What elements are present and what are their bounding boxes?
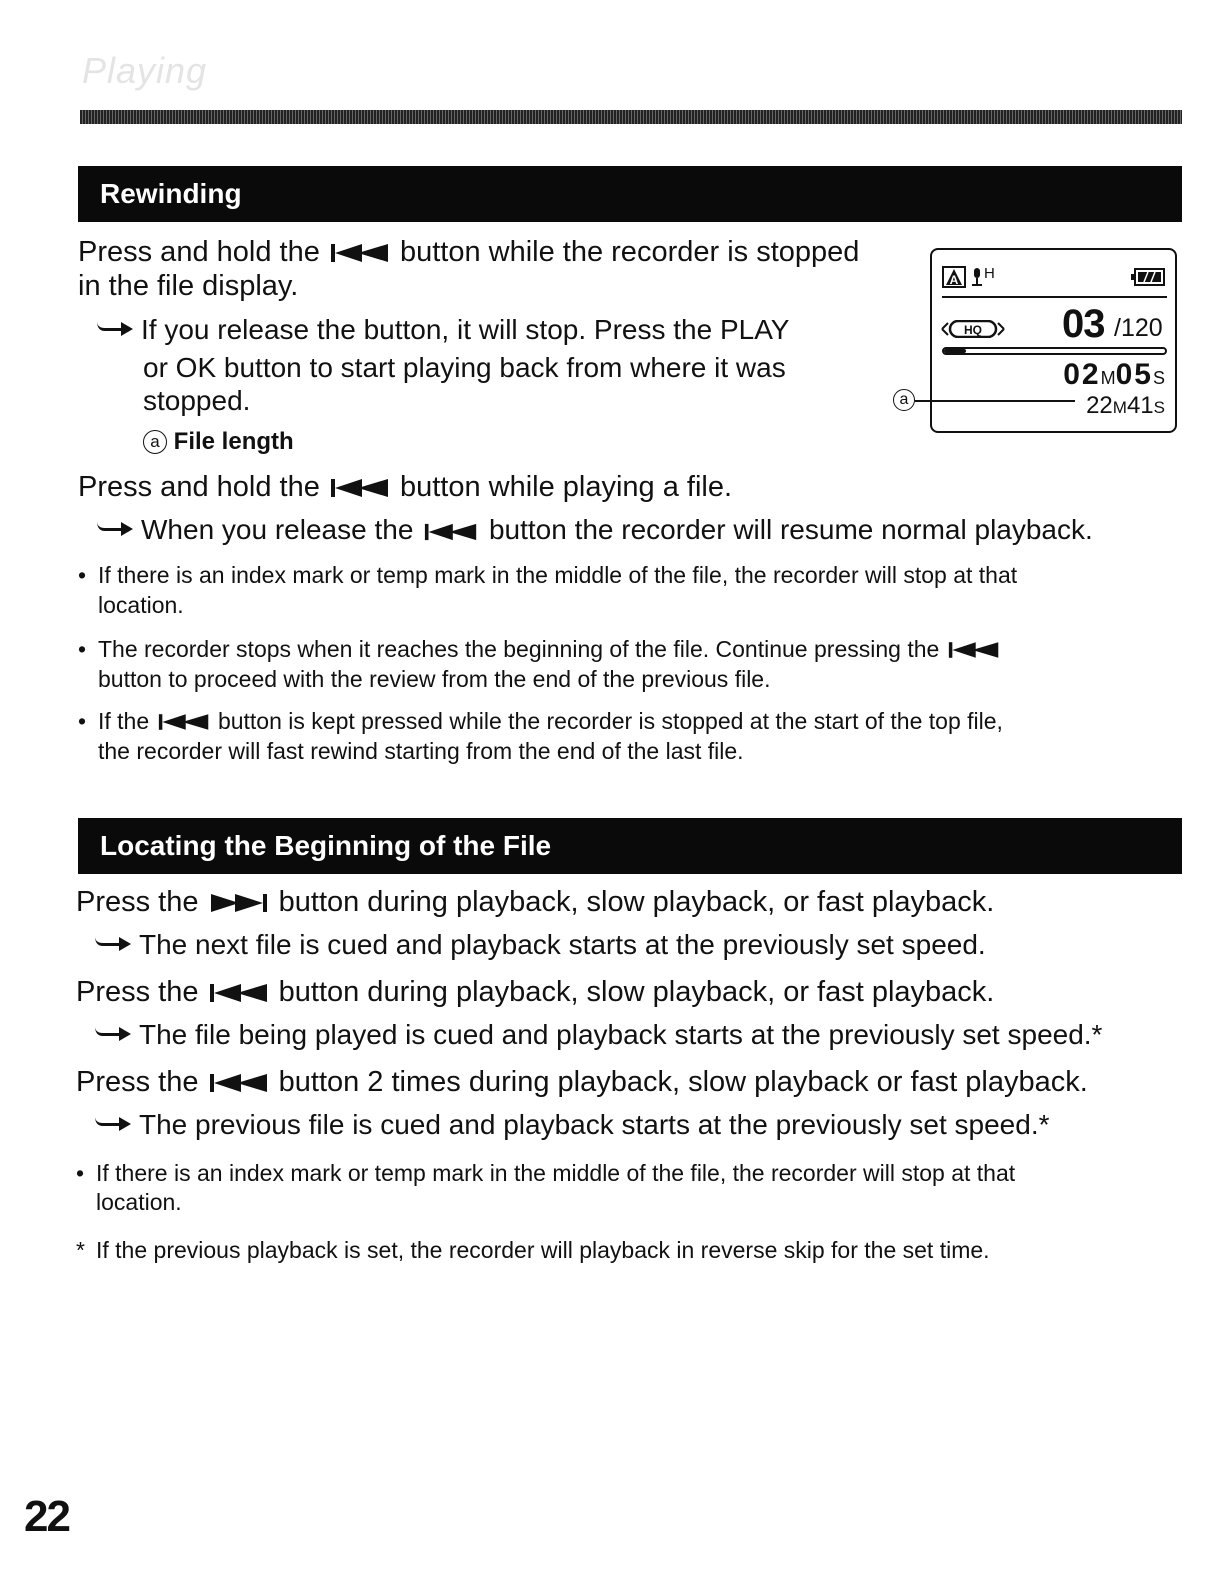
microphone-icon [970, 266, 984, 288]
list-item-cont: the recorder will fast rewind starting from the end of the last file. [98, 738, 744, 764]
list-item [78, 562, 1017, 589]
text: button 2 times during playback, slow playback or fast playback. [278, 1066, 1088, 1098]
footnote-mark: * [76, 1237, 85, 1263]
elapsed-minutes: 02 [1063, 358, 1101, 391]
hq-mode-icon [940, 320, 1006, 338]
text: Press and hold the [78, 471, 320, 503]
locate-instruction-2 [76, 976, 994, 1009]
rewind-button-icon [209, 983, 269, 1003]
elapsed-seconds: 05 [1115, 358, 1153, 391]
elapsed-time [1063, 358, 1165, 392]
length-seconds: 41 [1126, 392, 1154, 419]
locate-result-1 [93, 929, 986, 961]
text: button while playing a file. [399, 471, 733, 503]
rewind-button-icon [209, 1073, 269, 1093]
result-arrow-icon [93, 1114, 133, 1132]
text: Press and hold the [78, 236, 320, 268]
rewind-result-1-cont: or OK button to start playing back from where it was [143, 352, 786, 383]
forward-button-icon [209, 893, 269, 913]
section-heading-locating: Locating the Beginning of the File [78, 818, 1182, 874]
list-item-cont: location. [96, 1189, 182, 1215]
text: The previous file is cued and playback starts at the previously set speed.* [139, 1109, 1050, 1140]
list-item-cont: button to proceed with the review from the end of the previous file. [98, 666, 771, 692]
rewind-button-icon [948, 641, 1000, 659]
result-arrow-icon [93, 1024, 133, 1042]
list-item [76, 1160, 1015, 1187]
seconds-unit: S [1153, 398, 1165, 417]
chapter-rule [80, 110, 1182, 124]
callout-marker: a [893, 389, 915, 411]
rewind-instruction-1 [78, 236, 859, 269]
rewind-button-icon [423, 523, 479, 541]
locate-instruction-3 [76, 1066, 1088, 1099]
result-arrow-icon [93, 934, 133, 952]
list-item [78, 708, 1003, 735]
playback-progress-bar [942, 347, 1167, 355]
seconds-unit: S [1152, 368, 1165, 388]
section-heading-rewinding: Rewinding [78, 166, 1182, 222]
text: Press the [76, 976, 199, 1008]
display-divider [942, 296, 1167, 298]
callout-marker: a [143, 430, 167, 454]
rewind-button-icon [330, 478, 390, 498]
callout-label: File length [173, 428, 294, 455]
text: button is kept pressed while the recorder is stopped at the start of the top file, [217, 708, 1003, 734]
text: button during playback, slow playback, or fast playback. [278, 976, 995, 1008]
callout-legend [143, 428, 294, 456]
text: If the previous playback is set, the recorder will playback in reverse skip for the set time. [96, 1237, 990, 1263]
list-item-cont: location. [98, 592, 184, 618]
recorder-display [930, 248, 1177, 433]
text: If the [98, 708, 150, 734]
rewind-instruction-2 [78, 471, 732, 504]
text: button during playback, slow playback, or fast playback. [278, 886, 995, 918]
rewind-result-1-cont: stopped. [143, 385, 251, 416]
minutes-unit: M [1100, 368, 1116, 388]
folder-a-icon [942, 266, 966, 288]
rewind-result-1 [95, 314, 789, 346]
rewind-result-2 [95, 514, 1093, 546]
locate-result-3 [93, 1109, 1050, 1141]
progress-fill [944, 349, 966, 353]
text: button the recorder will resume normal playback. [488, 514, 1093, 545]
text: If there is an index mark or temp mark in the middle of the file, the recorder will stop at that [96, 1160, 1016, 1186]
file-total: /120 [1114, 314, 1163, 342]
text: When you release the [141, 514, 414, 545]
list-item [78, 636, 1002, 663]
rewind-button-icon [330, 243, 390, 263]
minutes-unit: M [1112, 398, 1127, 417]
rewind-instruction-1-cont: in the file display. [78, 270, 299, 302]
rewind-button-icon [158, 713, 210, 731]
file-number: 03 [1062, 302, 1105, 346]
text: The next file is cued and playback starts at the previously set speed. [139, 929, 986, 960]
footnote [76, 1237, 990, 1264]
bullet-icon: • [76, 1160, 85, 1186]
bullet-icon: • [78, 562, 87, 588]
chapter-title: Playing [82, 50, 208, 91]
bullet-icon: • [78, 636, 87, 662]
page-number: 22 [24, 1492, 69, 1541]
locate-result-2 [93, 1019, 1102, 1051]
text: If there is an index mark or temp mark in the middle of the file, the recorder will stop at that [98, 562, 1018, 588]
callout-leader-line [915, 400, 1075, 402]
text: If you release the button, it will stop. Press the PLAY [141, 314, 790, 345]
result-arrow-icon [95, 519, 135, 537]
file-length-time [1086, 392, 1165, 420]
text: Press the [76, 886, 199, 918]
text: The file being played is cued and playback starts at the previously set speed.* [139, 1019, 1103, 1050]
result-arrow-icon [95, 319, 135, 337]
text: button while the recorder is stopped [399, 236, 860, 268]
svg-text:A: A [949, 273, 959, 287]
text: The recorder stops when it reaches the beginning of the file. Continue pressing the [98, 636, 940, 662]
locate-instruction-1 [76, 886, 994, 919]
svg-text:HQ: HQ [964, 323, 982, 337]
text: Press the [76, 1066, 199, 1098]
length-minutes: 22 [1086, 392, 1113, 419]
battery-icon [1131, 268, 1165, 286]
mic-sensitivity-label: H [984, 265, 995, 282]
bullet-icon: • [78, 708, 87, 734]
